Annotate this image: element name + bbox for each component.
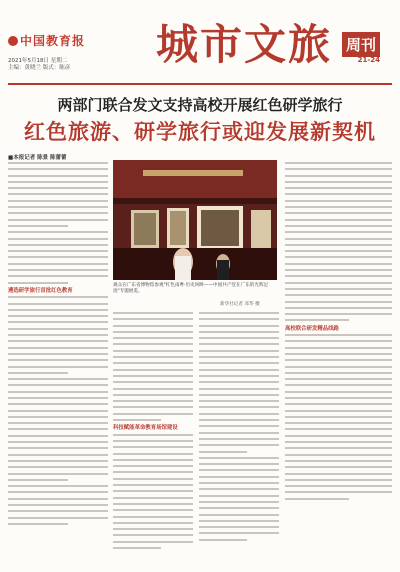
text-column-1 [8,162,108,564]
body-text-block [113,312,193,421]
logo-text: 中国教育报 [20,34,86,48]
section-heading: 高校联合研发精品线路 [285,325,339,332]
newspaper-logo [8,32,85,49]
editor-line: 主编：黄晓兰 版式：陈彦 [8,65,71,71]
section-heading: 科技赋能革命教育场馆建设 [113,425,178,432]
article-headline: 红色旅游、研学旅行或迎发展新契机 [24,119,376,144]
masthead-rule [8,83,392,85]
masthead [8,4,392,82]
logo-emblem-icon [8,36,18,46]
body-text-block [199,312,279,541]
page-number: 21-24 [357,56,380,64]
column-title: 城市文旅 [156,20,333,69]
section-heading: 遴选研学旅行首批红色教育 [8,287,73,294]
text-column-3 [199,312,279,564]
museum-exhibit-image [113,160,277,280]
exhibition-photo [113,160,277,280]
body-text-block [8,162,108,284]
text-column-4 [285,162,392,564]
text-column-2 [113,312,193,564]
body-text-block [285,334,392,500]
article-subhead: 两部门联合发文支持高校开展红色研学旅行 [57,96,343,114]
body-text-block [113,434,193,549]
byline: ■本报记者 陈景 陈蕾蕾 [8,155,67,161]
photo-caption: 观众在广东省博物馆参观"红色南粤·历史回眸——中国共产党在广东的光辉足迹"专题展览。 [113,283,269,294]
body-text-block [8,296,108,525]
date-line: 2021年5月18日 星期二 [8,58,68,64]
body-text-block [285,162,392,321]
photo-credit: 新华社记者 邓华 摄 [220,302,260,307]
weekly-label: 周刊 [342,32,380,57]
